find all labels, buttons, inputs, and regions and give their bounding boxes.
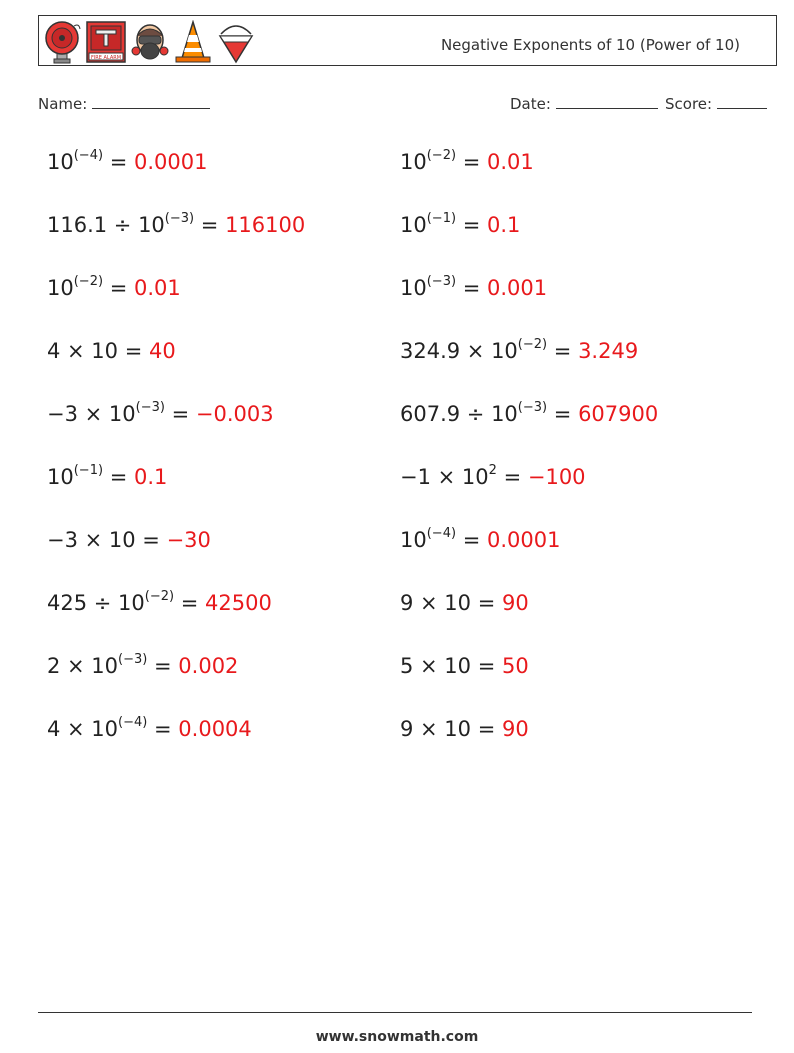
fire-bucket-icon <box>217 20 255 64</box>
problem-exponent: (−2) <box>426 148 457 163</box>
problem-answer: 0.01 <box>134 276 181 300</box>
problem-exponent: 2 <box>488 463 497 478</box>
problem-expression: 2 × 10 <box>47 654 119 678</box>
problem-answer: 0.01 <box>487 150 534 174</box>
problem-exponent: (−2) <box>73 274 104 289</box>
problem-item <box>47 213 305 237</box>
equals-sign: = <box>547 402 579 426</box>
equals-sign: = <box>103 465 134 489</box>
problem-expression: 10 <box>400 150 427 174</box>
name-label: Name: <box>38 95 88 113</box>
problem-item <box>400 402 658 426</box>
problem-expression: 10 <box>400 213 427 237</box>
problem-item <box>47 465 167 489</box>
problem-exponent: (−3) <box>118 652 148 667</box>
date-blank[interactable] <box>556 94 658 109</box>
score-blank[interactable] <box>717 94 767 109</box>
problem-exponent: (−3) <box>135 400 165 415</box>
equals-sign: = <box>456 528 487 552</box>
problem-item <box>47 339 176 363</box>
equals-sign: = <box>174 591 206 615</box>
problem-answer: 607900 <box>578 402 659 426</box>
problem-answer: 90 <box>501 591 529 615</box>
problem-expression: 425 ÷ 10 <box>47 591 145 615</box>
equals-sign: = <box>456 150 487 174</box>
problem-exponent: (−3) <box>164 211 195 226</box>
traffic-cone-icon <box>173 20 213 64</box>
problem-expression: 324.9 × 10 <box>400 339 518 363</box>
problem-answer: 0.1 <box>487 213 521 237</box>
problem-expression: −3 × 10 <box>47 528 136 552</box>
problem-answer: 0.001 <box>487 276 548 300</box>
equals-sign: = <box>103 150 134 174</box>
date-label: Date: <box>510 95 551 113</box>
problem-answer: 50 <box>501 654 529 678</box>
problem-item <box>400 717 529 741</box>
worksheet-header <box>38 15 777 66</box>
equals-sign: = <box>118 339 149 363</box>
problem-answer: 0.0001 <box>134 150 208 174</box>
equals-sign: = <box>147 654 179 678</box>
problem-item <box>400 654 529 678</box>
problem-item <box>47 717 252 741</box>
equals-sign: = <box>547 339 579 363</box>
problem-expression: 4 × 10 <box>47 339 119 363</box>
problem-expression: −3 × 10 <box>47 402 136 426</box>
problem-expression: 10 <box>47 465 74 489</box>
equals-sign: = <box>103 276 134 300</box>
problem-answer: 90 <box>501 717 529 741</box>
equals-sign: = <box>456 213 487 237</box>
problem-exponent: (−4) <box>426 526 457 541</box>
problem-expression: 4 × 10 <box>47 717 119 741</box>
equals-sign: = <box>164 402 196 426</box>
problem-answer: −30 <box>166 528 211 552</box>
equals-sign: = <box>496 465 528 489</box>
problem-answer: −0.003 <box>195 402 274 426</box>
footer-divider <box>38 1012 752 1013</box>
problem-exponent: (−4) <box>73 148 104 163</box>
header-icons <box>43 20 255 64</box>
problem-item <box>400 528 560 552</box>
problem-answer: 0.1 <box>134 465 168 489</box>
problem-expression: 9 × 10 <box>400 717 472 741</box>
problem-exponent: (−2) <box>517 337 548 352</box>
problem-item <box>400 276 547 300</box>
problem-answer: 0.002 <box>178 654 239 678</box>
problem-exponent: (−4) <box>118 715 148 730</box>
problem-item <box>47 528 211 552</box>
problem-answer: 0.0004 <box>178 717 252 741</box>
equals-sign: = <box>471 717 502 741</box>
problem-exponent: (−1) <box>426 211 457 226</box>
date-field <box>510 94 658 113</box>
equals-sign: = <box>135 528 167 552</box>
problem-answer: 3.249 <box>578 339 639 363</box>
problem-expression: 10 <box>400 528 427 552</box>
equals-sign: = <box>471 654 502 678</box>
score-label: Score: <box>665 95 713 113</box>
gas-mask-icon <box>131 20 169 64</box>
footer-url: www.snowmath.com <box>315 1029 479 1045</box>
equals-sign: = <box>471 591 502 615</box>
equals-sign: = <box>147 717 179 741</box>
problem-item <box>400 339 638 363</box>
problem-item <box>47 654 238 678</box>
problem-exponent: (−3) <box>517 400 548 415</box>
problem-item <box>400 465 586 489</box>
problem-item <box>47 591 272 615</box>
problem-expression: −1 × 10 <box>400 465 489 489</box>
problem-expression: 5 × 10 <box>400 654 472 678</box>
problem-expression: 607.9 ÷ 10 <box>400 402 518 426</box>
name-field <box>38 94 210 113</box>
problem-item <box>400 213 520 237</box>
problem-answer: 40 <box>148 339 176 363</box>
problem-expression: 116.1 ÷ 10 <box>47 213 165 237</box>
problem-item <box>400 591 529 615</box>
problem-item <box>47 276 181 300</box>
problem-expression: 10 <box>400 276 427 300</box>
problem-item <box>47 402 274 426</box>
problem-item <box>400 150 534 174</box>
problem-item <box>47 150 207 174</box>
problem-expression: 10 <box>47 150 74 174</box>
fire-alarm-box-icon <box>85 20 127 64</box>
problem-exponent: (−1) <box>73 463 104 478</box>
fire-alarm-bell-icon <box>43 20 81 64</box>
problem-expression: 10 <box>47 276 74 300</box>
name-blank[interactable] <box>92 94 210 109</box>
problem-answer: 0.0001 <box>487 528 561 552</box>
score-field <box>665 94 767 113</box>
alarm-box-label: FIRE ALARM <box>90 55 122 61</box>
worksheet-title: Negative Exponents of 10 (Power of 10) <box>440 36 740 54</box>
problem-answer: −100 <box>527 465 586 489</box>
problem-answer: 116100 <box>225 213 306 237</box>
problem-exponent: (−2) <box>144 589 175 604</box>
equals-sign: = <box>194 213 226 237</box>
problem-answer: 42500 <box>205 591 272 615</box>
problem-exponent: (−3) <box>426 274 457 289</box>
equals-sign: = <box>456 276 487 300</box>
problem-expression: 9 × 10 <box>400 591 472 615</box>
